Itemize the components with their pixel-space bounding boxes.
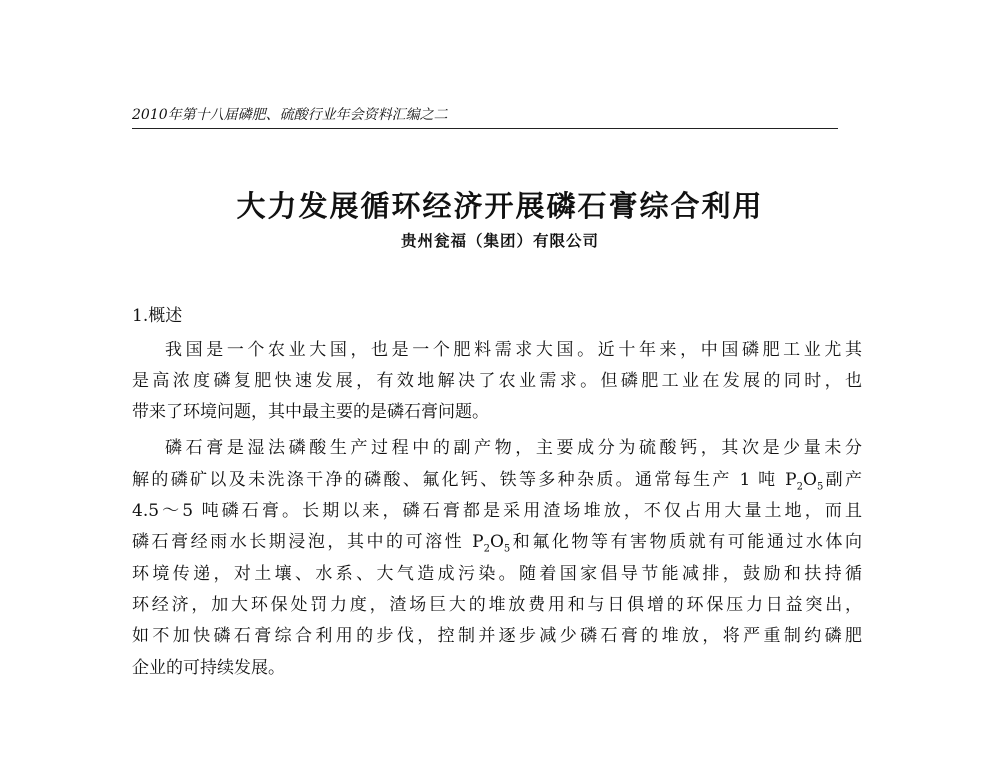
p2-line2-subscript-1: 2 bbox=[796, 481, 803, 493]
p2-line2-subscript-2: 5 bbox=[816, 481, 824, 493]
p2-line4-subscript-2: 5 bbox=[503, 543, 511, 555]
paragraph-2-line-5: 环境传递，对土壤、水系、大气造成污染。随着国家倡导节能减排，鼓励和扶持循 bbox=[132, 564, 862, 584]
p2-line2-text-a: 解的磷矿以及未洗涤干净的磷酸、氟化钙、铁等多种杂质。通常每生产 1 吨 P bbox=[132, 470, 797, 490]
article-author: 贵州瓮福（集团）有限公司 bbox=[400, 232, 599, 250]
p2-line4-text-a: 磷石膏经雨水长期浸泡，其中的可溶性 P bbox=[132, 532, 484, 552]
p2-line4-text-c: 和氟化物等有害物质就有可能通过水体向 bbox=[510, 532, 862, 552]
paragraph-2-line-3: 4.5～5 吨磷石膏。长期以来，磷石膏都是采用渣场堆放，不仅占用大量土地，而且 bbox=[132, 501, 862, 521]
paragraph-2-line-6: 环经济，加大环保处罚力度，渣场巨大的堆放费用和与日俱增的环保压力日益突出， bbox=[132, 595, 862, 615]
paragraph-2-line-8: 企业的可持续发展。 bbox=[132, 658, 285, 678]
paragraph-2-line-1: 磷石膏是湿法磷酸生产过程中的副产物，主要成分为硫酸钙，其次是少量未分 bbox=[165, 438, 862, 458]
running-header-text: 2010年第十八届磷肥、硫酸行业年会资料汇编之二 bbox=[132, 107, 448, 123]
paragraph-1-line-2: 是高浓度磷复肥快速发展，有效地解决了农业需求。但磷肥工业在发展的同时，也 bbox=[132, 371, 862, 391]
paragraph-2-line-4 bbox=[132, 528, 862, 556]
paragraph-2-line-2 bbox=[132, 466, 862, 494]
paragraph-1-line-1: 我国是一个农业大国，也是一个肥料需求大国。近十年来，中国磷肥工业尤其 bbox=[165, 340, 862, 360]
section-heading: 1.概述 bbox=[132, 306, 183, 326]
p2-line4-text-b: O bbox=[489, 532, 504, 552]
p2-line2-text-b: O bbox=[803, 470, 817, 490]
article-title: 大力发展循环经济开展磷石膏综合利用 bbox=[236, 189, 764, 223]
p2-line2-text-c: 副产 bbox=[823, 470, 863, 490]
paragraph-1-line-3: 带来了环境问题，其中最主要的是磷石膏问题。 bbox=[132, 402, 489, 422]
paragraph-2-line-7: 如不加快磷石膏综合利用的步伐，控制并逐步减少磷石膏的堆放，将严重制约磷肥 bbox=[132, 626, 862, 646]
p2-line4-subscript-1: 2 bbox=[483, 543, 490, 555]
running-header bbox=[132, 100, 838, 129]
